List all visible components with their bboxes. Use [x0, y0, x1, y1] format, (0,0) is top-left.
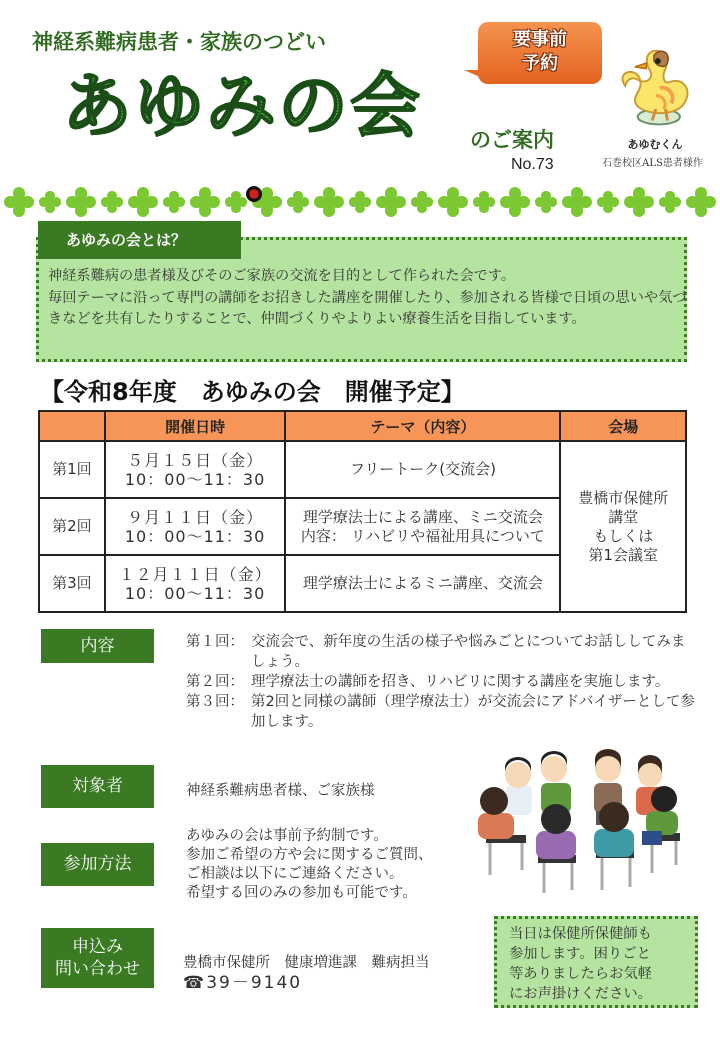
- application-contact-tag: [41, 928, 154, 988]
- clover-icon: [624, 187, 654, 217]
- participation-method-text: [186, 827, 476, 903]
- session-theme: [285, 498, 560, 555]
- tag-line-2: 問い合わせ: [55, 959, 140, 979]
- method-line-3: ご相談は以下にご連絡ください。: [186, 866, 404, 882]
- contact-phone-line: [183, 973, 430, 993]
- session-number: 第1回: [39, 441, 105, 498]
- contact-info: [183, 953, 430, 993]
- clover-icon: [659, 191, 681, 213]
- clover-icon: [4, 187, 34, 217]
- clover-icon: [411, 191, 433, 213]
- clover-icon: [66, 187, 96, 217]
- session-theme: [285, 441, 560, 498]
- note-line-3: 等ありましたらお気軽: [509, 966, 652, 982]
- venue-line-4: 第1会議室: [588, 545, 658, 564]
- mascot-name: あゆむくん: [627, 138, 683, 151]
- clover-icon: [190, 187, 220, 217]
- session-number: 第2回: [39, 498, 105, 555]
- clover-border-decoration: [0, 184, 720, 220]
- clover-icon: [101, 191, 123, 213]
- clover-icon: [473, 191, 495, 213]
- clover-icon: [225, 191, 247, 213]
- mascot-credit: 石巻校区ALS患者様作: [602, 158, 703, 169]
- table-row: [39, 441, 686, 498]
- clover-icon: [500, 187, 530, 217]
- guide-label: のご案内: [470, 128, 554, 152]
- clover-icon: [562, 187, 592, 217]
- list-item: [186, 672, 696, 692]
- target-audience-tag: 対象者: [41, 765, 154, 808]
- content-list: [186, 632, 696, 732]
- session-time: 10：00～11：30: [124, 526, 266, 546]
- event-title: あゆみの会: [62, 65, 422, 147]
- bubble-line-2: 予約: [522, 53, 558, 74]
- session-time: 10：00～11：30: [124, 583, 266, 603]
- session-theme: [285, 555, 560, 612]
- list-item: [186, 632, 696, 672]
- session-number: 第3回: [39, 555, 105, 612]
- method-line-1: あゆみの会は事前予約制です。: [186, 828, 388, 844]
- about-line-1: 神経系難病の患者様及びそのご家族の交流を目的として作られた会です。: [48, 268, 516, 284]
- header-venue: 会場: [560, 411, 686, 441]
- method-line-4: 希望する回のみの参加も可能です。: [186, 885, 417, 901]
- bubble-line-1: 要事前: [513, 29, 567, 50]
- header-datetime: 開催日時: [105, 411, 286, 441]
- clover-icon: [287, 191, 309, 213]
- venue-line-2: 講堂: [608, 507, 639, 526]
- method-line-2: 参加ご希望の方や会に関するご質問、: [186, 847, 433, 863]
- note-line-1: 当日は保健所保健師も: [509, 926, 652, 942]
- participation-method-tag: 参加方法: [41, 843, 154, 886]
- venue-cell: [560, 441, 686, 612]
- schedule-title: 【令和8年度 あゆみの会 開催予定】: [40, 378, 465, 406]
- item-label: 第１回：: [186, 634, 244, 650]
- clover-icon: [686, 187, 716, 217]
- session-time: 10：00～11：30: [124, 469, 266, 489]
- item-text: 理学療法士の講師を招き、リハビリに関する講座を実施します。: [251, 674, 670, 690]
- clover-icon: [349, 191, 371, 213]
- item-text: 交流会で、新年度の生活の様子や悩みごとについてお話ししてみましょう。: [251, 634, 686, 670]
- phone-icon: ☎: [183, 973, 207, 993]
- theme-line-1: フリートーク(交流会): [349, 460, 496, 478]
- duck-mascot-icon: [606, 38, 702, 134]
- phone-number[interactable]: 39－9140: [206, 973, 303, 993]
- clover-icon: [314, 187, 344, 217]
- header-theme: テーマ（内容）: [285, 411, 560, 441]
- target-audience-text: 神経系難病患者様、ご家族様: [186, 783, 375, 799]
- session-datetime: [105, 441, 286, 498]
- event-subtitle: 神経系難病患者・家族のつどい: [32, 30, 326, 54]
- note-line-4: にお声掛けください。: [509, 986, 652, 1002]
- group-discussion-illustration: [466, 745, 691, 895]
- about-heading: あゆみの会とは？: [38, 221, 241, 259]
- ladybug-icon: [246, 186, 262, 202]
- reservation-required-bubble: [478, 22, 602, 84]
- note-line-2: 参加します。困りごと: [509, 946, 651, 962]
- session-datetime: [105, 555, 286, 612]
- theme-line-2: 内容： リハビリや福祉用具について: [300, 526, 545, 545]
- content-tag: 内容: [41, 629, 154, 663]
- contact-office: 豊橋市保健所 健康増進課 難病担当: [183, 955, 430, 971]
- theme-line-1: 理学療法士による講座、ミニ交流会: [302, 507, 543, 526]
- note-box: [494, 916, 698, 1008]
- clover-icon: [163, 191, 185, 213]
- venue-line-3: もしくは: [593, 526, 654, 545]
- venue-line-1: 豊橋市保健所: [578, 488, 669, 507]
- theme-line-1: 理学療法士によるミニ講座、交流会: [302, 574, 543, 592]
- tag-line-1: 申込み: [72, 937, 123, 957]
- session-date: ５月１５日（金）: [127, 450, 264, 470]
- about-text: [48, 266, 688, 331]
- about-line-2: 毎回テーマに沿って専門の講師をお招きした講座を開催したり、参加される皆様で日頃の思いや気づきなどを共有したりすることで、仲間づくりやよりよい療養生活を目指しています。: [48, 289, 687, 327]
- session-date: １２月１１日（金）: [118, 564, 272, 584]
- clover-icon: [438, 187, 468, 217]
- item-text: 第2回と同様の講師（理学療法士）が交流会にアドバイザーとして参加します。: [251, 694, 695, 730]
- list-item: [186, 692, 696, 732]
- header-number: [39, 411, 105, 441]
- table-header-row: [39, 411, 686, 441]
- schedule-table: [38, 410, 687, 613]
- item-label: 第２回：: [186, 674, 244, 690]
- clover-icon: [39, 191, 61, 213]
- issue-number: No.73: [511, 156, 554, 173]
- session-date: ９月１１日（金）: [127, 507, 264, 527]
- session-datetime: [105, 498, 286, 555]
- item-label: 第３回：: [186, 694, 244, 710]
- clover-icon: [376, 187, 406, 217]
- clover-icon: [128, 187, 158, 217]
- clover-icon: [597, 191, 619, 213]
- clover-icon: [535, 191, 557, 213]
